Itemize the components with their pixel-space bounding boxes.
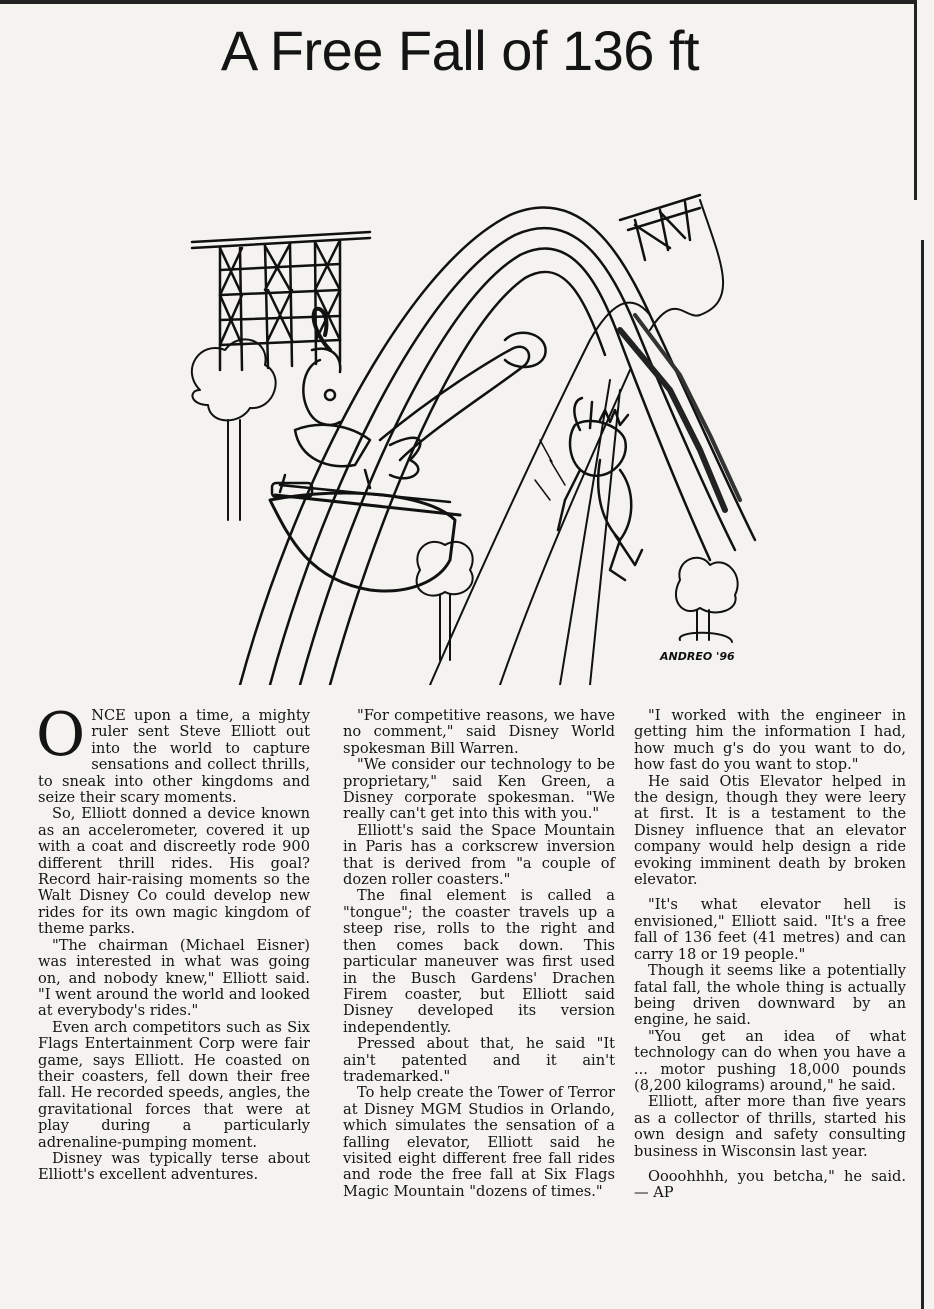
rider-figure: [272, 309, 370, 497]
paragraph: So, Elliott donned a device known as an accelerometer, covered it up with a coat and discreetly rode 900 different thrill rides. His goal? Record hair-raising moments so the Walt Disney Co could develop new rides for its own magic kingdom of theme parks.: [38, 805, 310, 938]
paragraph: The final element is called a "tongue"; the coaster travels up a steep rise, rolls to the right and then comes back down. This particular maneuver was first used in the Busch Gardens' Drachen Firem coaster, but Elliott said Disney developed its version independently.: [343, 887, 615, 1036]
paragraph: "I worked with the engineer in getting him the information I had, how much g's do you want to do, how fast do you want to stop.": [634, 707, 906, 774]
paragraph: Oooohhhh, you betcha," he said. — AP: [634, 1167, 906, 1202]
climbing-figure: [558, 398, 642, 580]
paragraph: Elliott's said the Space Mountain in Paris has a corkscrew inversion that is derived from "a couple of dozen roller coasters.": [343, 821, 615, 889]
artist-signature: ANDREO '96: [660, 650, 735, 663]
paragraph: Disney was typically terse about Elliott's excellent adventures.: [38, 1149, 310, 1184]
paragraph: [36, 700, 310, 807]
right-border: [921, 240, 934, 1309]
paragraph: Elliott, after more than five years as a collector of thrills, started his own design and safety consulting business in Wisconsin last year.: [634, 1093, 906, 1160]
paragraph: He said Otis Elevator helped in the design, though they were leery at first. It is a testament to the Disney influence that an elevator company would help design a ride evoking imminent death by broken elevator.: [634, 772, 906, 889]
paragraph: To help create the Tower of Terror at Disney MGM Studios in Orlando, which simulates the sensation of a falling elevator, Elliott said he visited eight different free fall rides and rode the free fall at Six Flags Magic Mountain "dozens of times.": [343, 1084, 615, 1200]
top-rule: [0, 0, 915, 4]
lattice-tower-right: [620, 195, 700, 260]
paragraph: "The chairman (Michael Eisner) was interested in what was going on, and nobody knew," Elliott said. "I went around the world and looked at everybody's rides.": [38, 936, 310, 1020]
paragraph: Though it seems like a potentially fatal fall, the whole thing is actually being driven downward by an engine, he said.: [634, 962, 906, 1029]
lattice-tower-left: [192, 232, 370, 370]
arch-track: [240, 207, 755, 685]
paragraph: "We consider our technology to be proprietary," said Ken Green, a Disney corporate spokesman. "We really can't get into this with you.": [343, 756, 615, 823]
paragraph: Pressed about that, he said "It ain't patented and it ain't trademarked.": [343, 1035, 615, 1085]
paragraph: Even arch competitors such as Six Flags Entertainment Corp were fair game, says Elliott. He coasted on their coasters, fell down their free fall. He recorded speeds, angles, the gravitational forces that were at play during a particularly adrenaline-pumping moment.: [38, 1018, 310, 1151]
paragraph-text: NCE upon a time, a mighty ruler sent Steve Elliott out into the world to capture sensations and collect thrills, to sneak into other kingdoms and seize their scary moments.: [38, 707, 310, 807]
roller-coaster-illustration: [180, 140, 760, 685]
paragraph: "For competitive reasons, we have no comment," said Disney World spokesman Bill Warren.: [343, 707, 615, 757]
paragraph: "It's what elevator hell is envisioned," Elliott said. "It's a free fall of 136 feet (41 metres) and can carry 18 or 19 people.": [634, 896, 906, 963]
paragraph: "You get an idea of what technology can do when you have a ... motor pushing 18,000 pounds (8,200 kilograms) around," he said.: [634, 1027, 906, 1094]
article-column-3: [634, 708, 906, 1202]
article-column-1: [36, 700, 310, 1184]
headline: A Free Fall of 136 ft: [220, 19, 700, 82]
article-column-2: [343, 708, 615, 1200]
drop-cap: O: [36, 700, 86, 770]
